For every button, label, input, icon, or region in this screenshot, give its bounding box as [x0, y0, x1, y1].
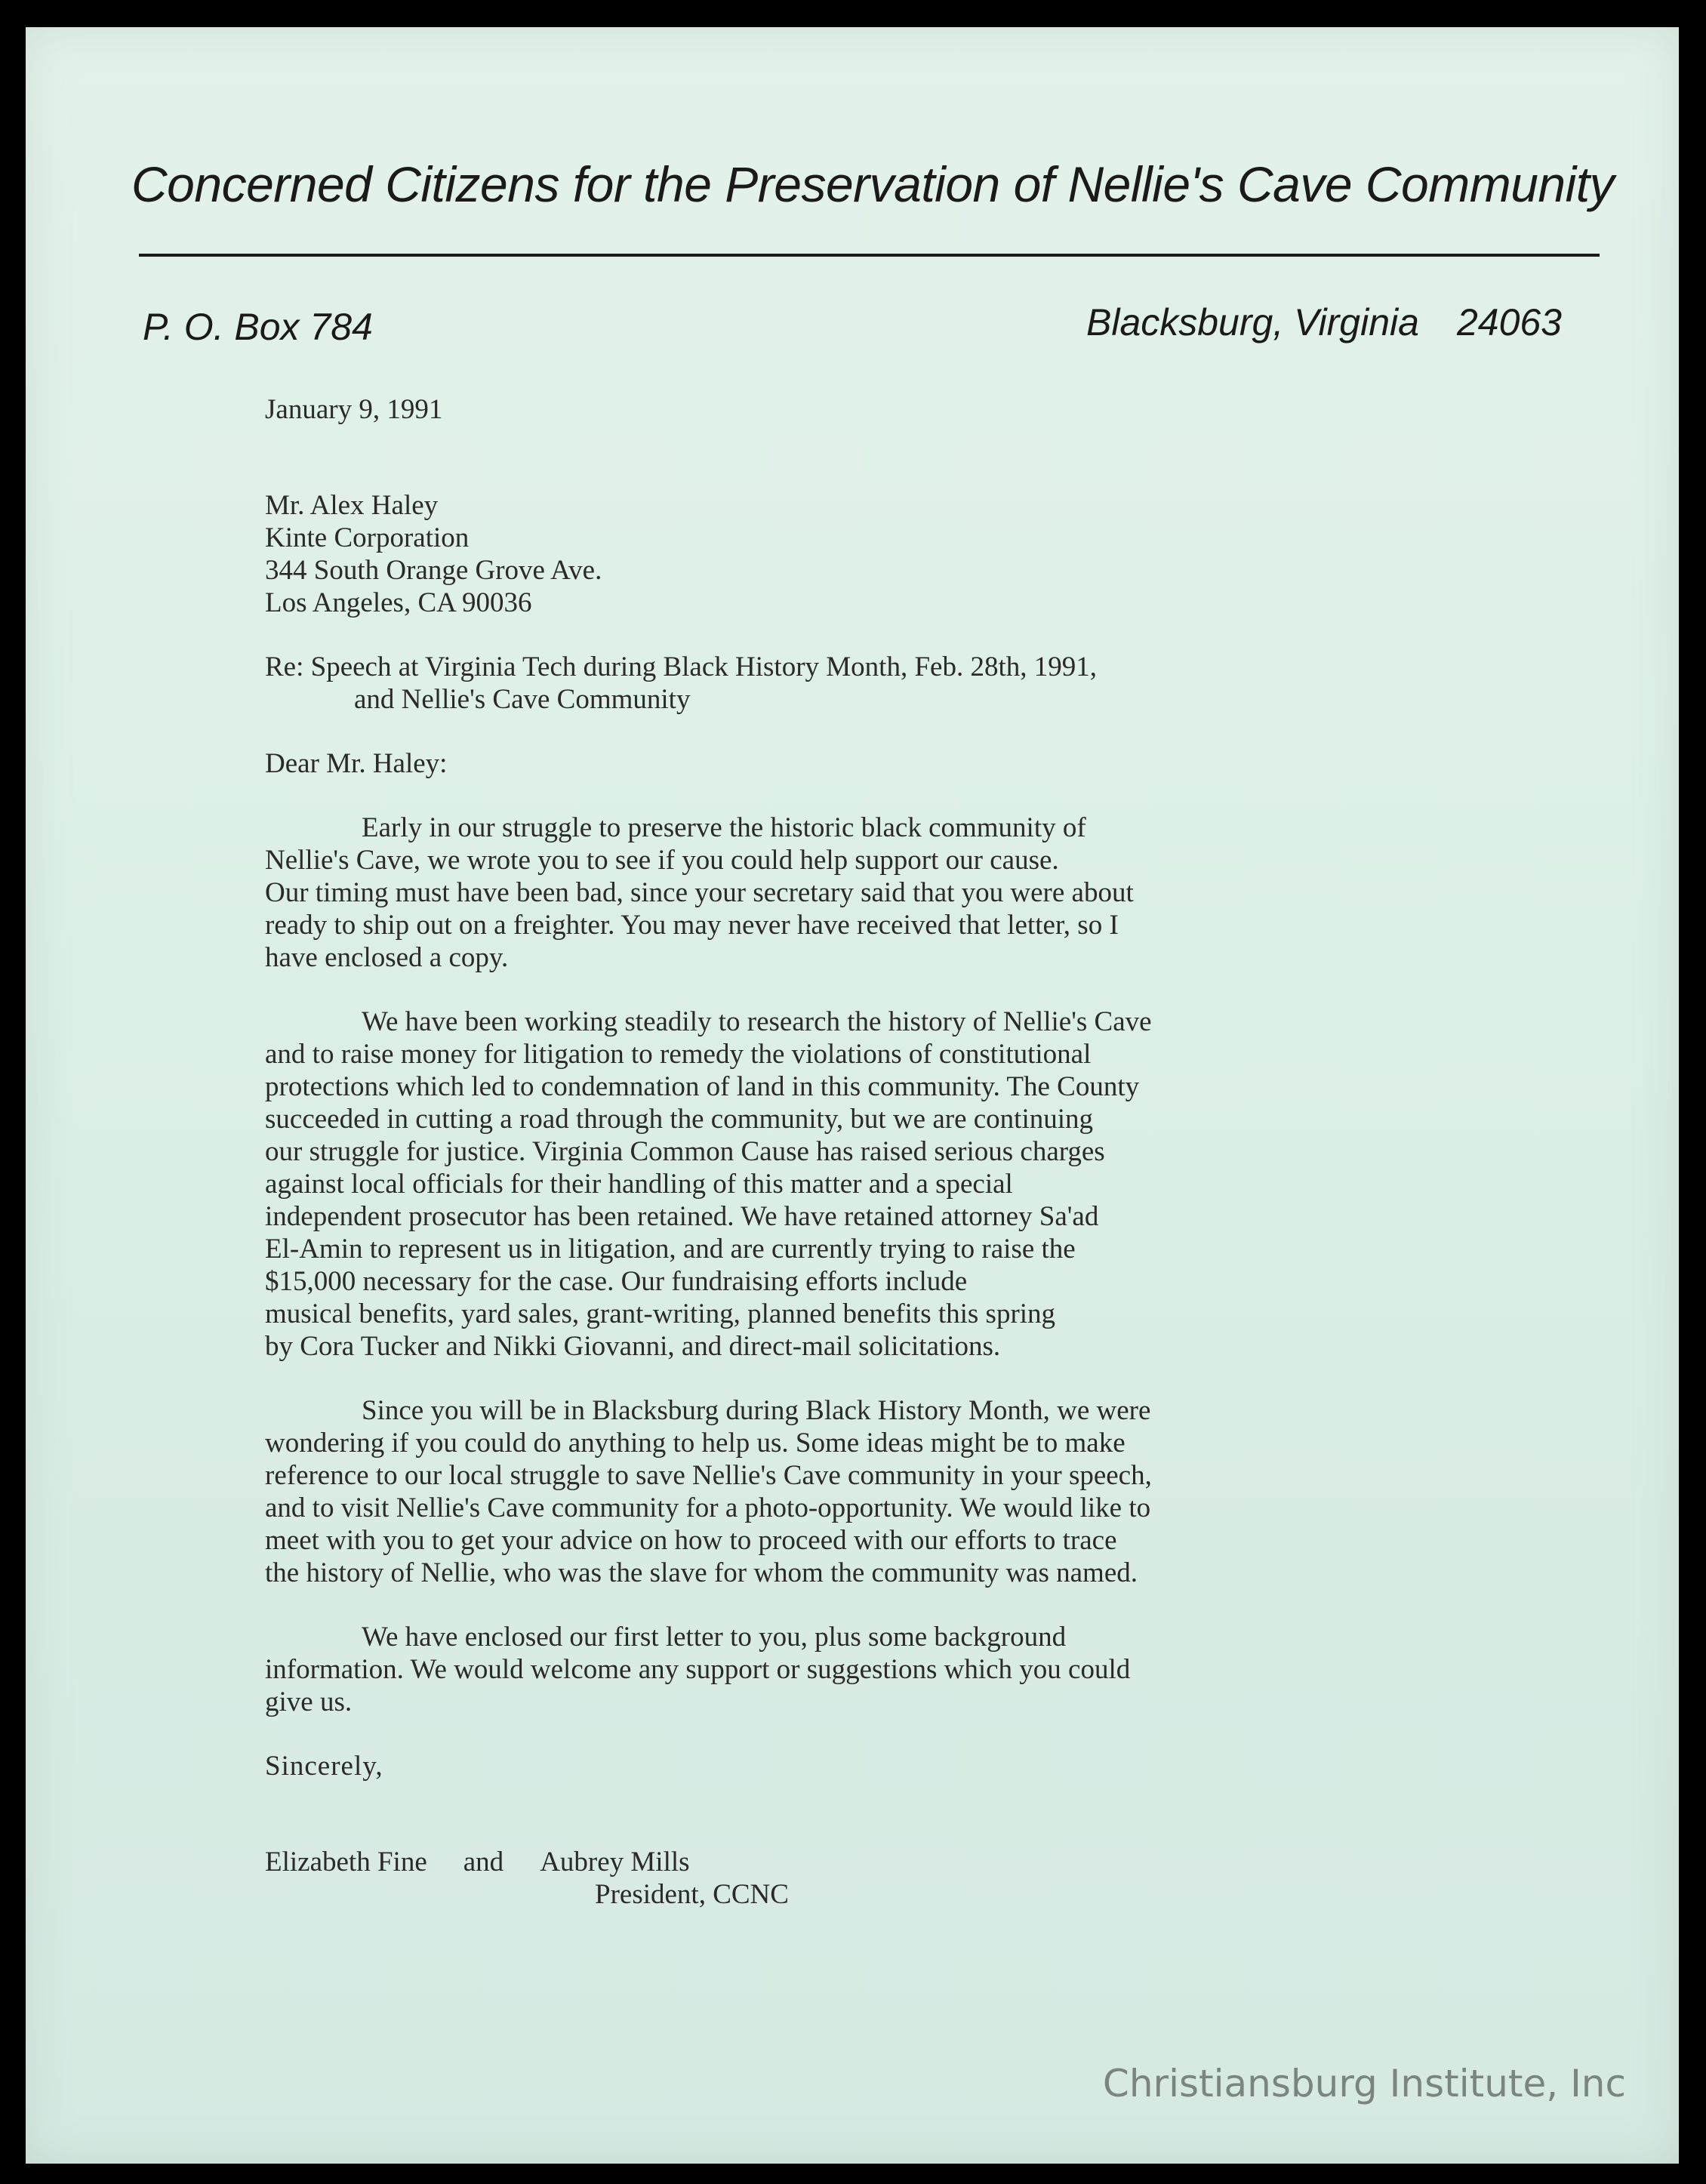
subject-line-2: and Nellie's Cave Community [354, 684, 691, 715]
paragraph-3 [265, 1394, 1473, 1589]
paragraph-line: We have been working steadily to research the history of Nellie's Cave [362, 1006, 1152, 1037]
letter-date: January 9, 1991 [265, 394, 443, 425]
zip-code: 24063 [1456, 301, 1562, 343]
paragraph-4 [265, 1621, 1473, 1718]
paragraph-line: Nellie's Cave, we wrote you to see if you could help support our cause. [265, 845, 1059, 876]
recipient-name: Mr. Alex Haley [265, 490, 439, 521]
paragraph-line: El-Amin to represent us in litigation, and are currently trying to raise the [265, 1234, 1076, 1265]
signer-names [265, 1846, 1473, 1878]
signature-block [265, 1846, 1473, 1911]
paragraph-line: succeeded in cutting a road through the community, but we are continuing [265, 1104, 1094, 1135]
paragraph-line: ready to ship out on a freighter. You may never have received that letter, so I [265, 910, 1119, 941]
paragraph-line: protections which led to condemnation of land in this community. The County [265, 1071, 1140, 1102]
paragraph-2 [265, 1006, 1473, 1363]
paragraph-line: our struggle for justice. Virginia Common Cause has raised serious charges [265, 1136, 1105, 1167]
paragraph-line: Since you will be in Blacksburg during Black History Month, we were [362, 1395, 1151, 1426]
letter-body [265, 393, 1473, 1911]
paragraph-line: meet with you to get your advice on how to proceed with our efforts to trace [265, 1525, 1117, 1556]
paragraph-line: give us. [265, 1687, 353, 1717]
paragraph-1 [265, 812, 1473, 974]
recipient-address [265, 489, 1473, 619]
paragraph-line: Our timing must have been bad, since your secretary said that you were about [265, 877, 1134, 908]
closing: Sincerely, [265, 1751, 383, 1782]
paragraph-line: information. We would welcome any support or suggestions which you could [265, 1654, 1131, 1685]
signer-title: President, CCNC [595, 1879, 789, 1910]
letter-page [26, 27, 1679, 2164]
recipient-street: 344 South Orange Grove Ave. [265, 555, 602, 586]
paragraph-line: and to raise money for litigation to remedy the violations of constitutional [265, 1039, 1092, 1070]
paragraph-line: have enclosed a copy. [265, 942, 509, 973]
signer-conjunction: and [463, 1847, 504, 1878]
subject-line-1: Re: Speech at Virginia Tech during Black History Month, Feb. 28th, 1991, [265, 652, 1097, 682]
city-state: Blacksburg, Virginia [1085, 301, 1419, 343]
po-box: P. O. Box 784 [143, 306, 373, 348]
signer-second: Aubrey Mills [540, 1847, 690, 1878]
paragraph-line: against local officials for their handling of this matter and a special [265, 1169, 1013, 1200]
archive-watermark: Christiansburg Institute, Inc [1102, 2062, 1626, 2105]
paragraph-line: $15,000 necessary for the case. Our fundraising efforts include [265, 1266, 968, 1297]
paragraph-line: by Cora Tucker and Nikki Giovanni, and direct-mail solicitations. [265, 1331, 1001, 1362]
organization-name: Concerned Citizens for the Preservation of Nellie's Cave Community [131, 156, 1615, 212]
paragraph-line: the history of Nellie, who was the slave for whom the community was named. [265, 1557, 1138, 1588]
paragraph-line: reference to our local struggle to save Nellie's Cave community in your speech, [265, 1460, 1152, 1491]
letterhead-divider [139, 254, 1600, 257]
recipient-company: Kinte Corporation [265, 522, 470, 553]
signer-first: Elizabeth Fine [265, 1847, 427, 1878]
paragraph-line: musical benefits, yard sales, grant-writing, planned benefits this spring [265, 1298, 1056, 1329]
recipient-city: Los Angeles, CA 90036 [265, 587, 532, 618]
paragraph-line: Early in our struggle to preserve the historic black community of [362, 812, 1086, 843]
city-state-zip [1086, 300, 1562, 344]
paragraph-line: We have enclosed our first letter to you, plus some background [362, 1622, 1067, 1653]
paragraph-line: wondering if you could do anything to help us. Some ideas might be to make [265, 1428, 1126, 1459]
salutation: Dear Mr. Haley: [265, 748, 448, 779]
paragraph-line: and to visit Nellie's Cave community for a photo-opportunity. We would like to [265, 1492, 1151, 1523]
paragraph-line: independent prosecutor has been retained. We have retained attorney Sa'ad [265, 1201, 1099, 1232]
subject-line [265, 651, 1473, 716]
